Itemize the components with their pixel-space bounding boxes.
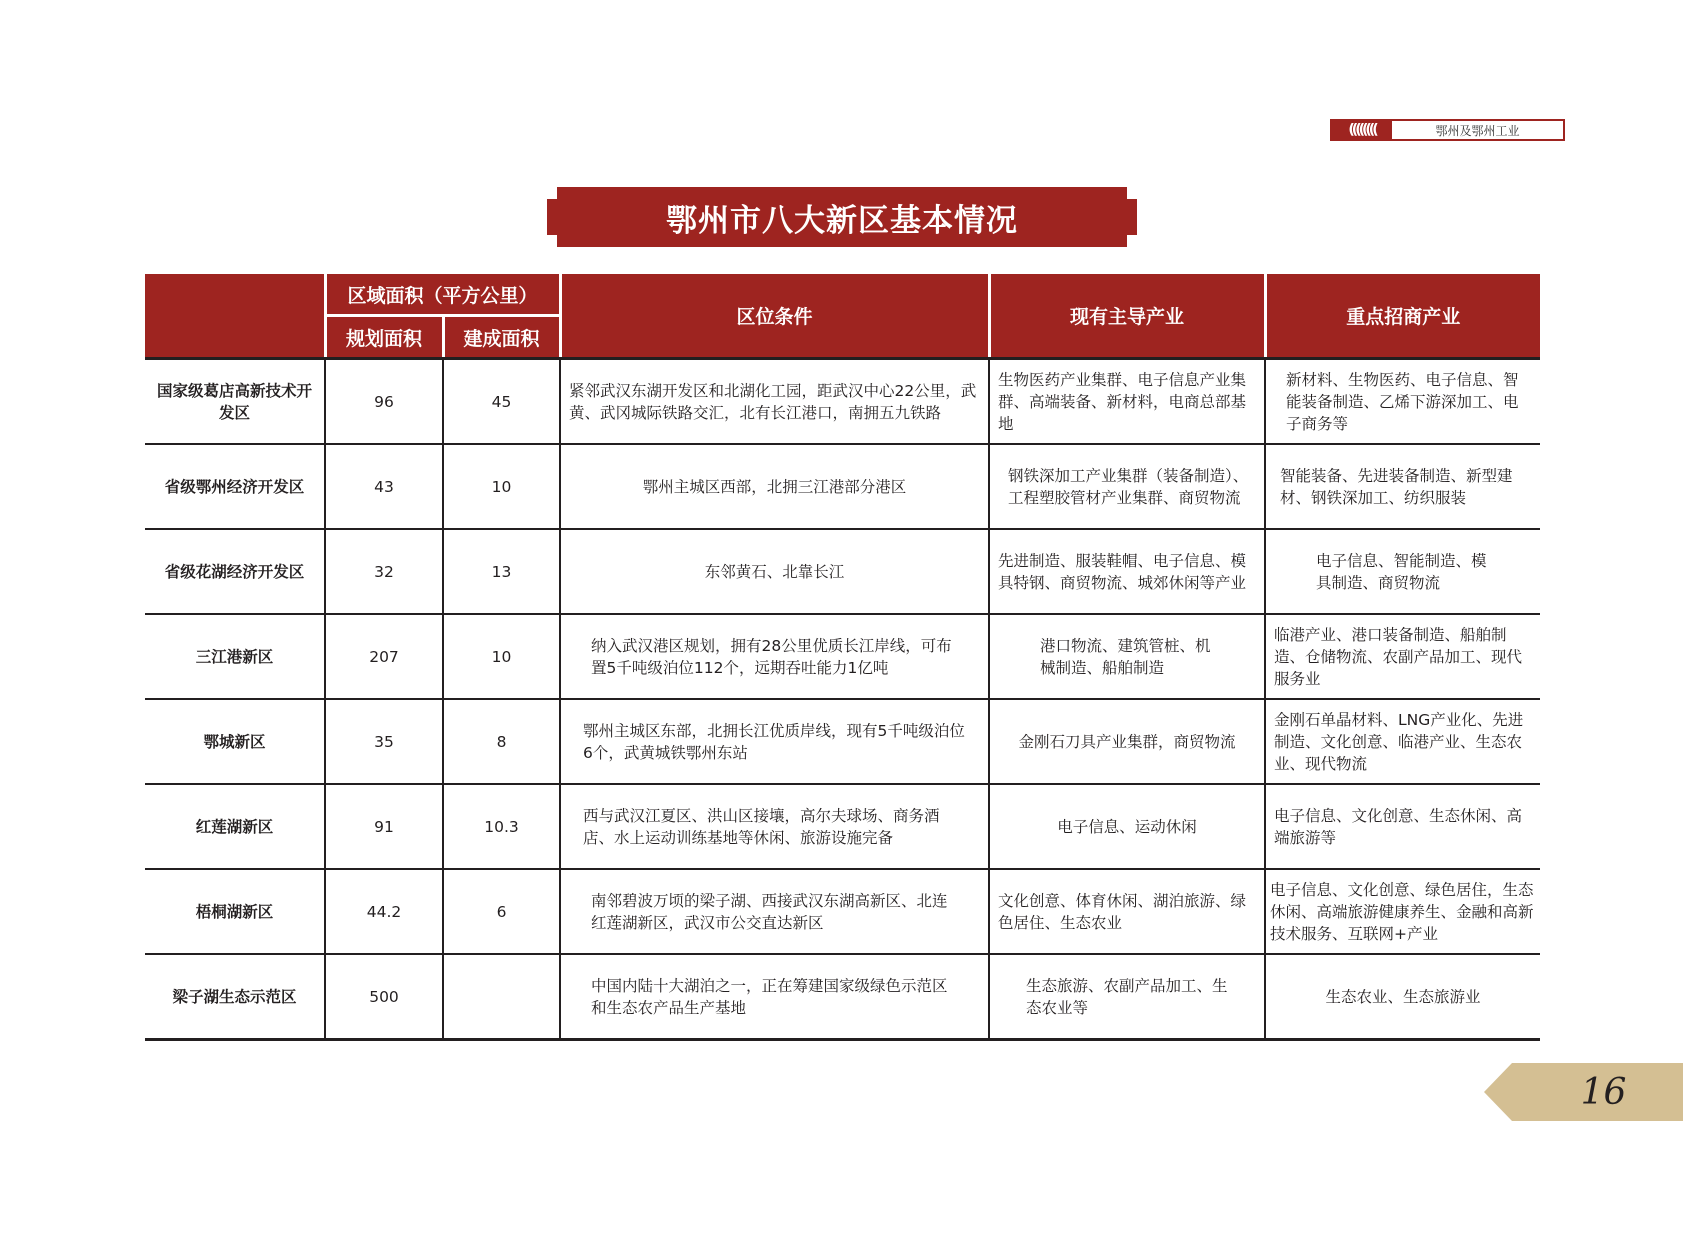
built-area: 13: [443, 529, 560, 614]
header-current-industry: 现有主导产业: [989, 274, 1265, 359]
table-row: [145, 869, 1540, 954]
title-banner: [547, 187, 1137, 247]
target-industry: 新材料、生物医药、电子信息、智能装备制造、乙烯下游深加工、电子商务等: [1265, 359, 1540, 445]
location: 鄂州主城区东部，北拥长江优质岸线，现有5千吨级泊位6个，武黄城铁鄂州东站: [560, 699, 989, 784]
target-industry: 临港产业、港口装备制造、船舶制造、仓储物流、农副产品加工、现代服务业: [1265, 614, 1540, 699]
current-industry: 钢铁深加工产业集群（装备制造）、工程塑胶管材产业集群、商贸物流: [989, 444, 1265, 529]
district-name: 鄂城新区: [145, 699, 325, 784]
header-location: 区位条件: [560, 274, 989, 359]
target-industry: 电子信息、文化创意、绿色居住，生态休闲、高端旅游健康养生、金融和高新技术服务、互联网+产业: [1265, 869, 1540, 954]
district-name: 省级鄂州经济开发区: [145, 444, 325, 529]
built-area: 8: [443, 699, 560, 784]
planned-area: 35: [325, 699, 443, 784]
built-area: 10.3: [443, 784, 560, 869]
built-area: [443, 954, 560, 1040]
table-row: [145, 444, 1540, 529]
current-industry: 先进制造、服装鞋帽、电子信息、模具特钢、商贸物流、城郊休闲等产业: [989, 529, 1265, 614]
target-industry: 金刚石单晶材料、LNG产业化、先进制造、文化创意、临港产业、生态农业、现代物流: [1265, 699, 1540, 784]
district-name: 国家级葛店高新技术开发区: [145, 359, 325, 445]
location: 中国内陆十大湖泊之一，正在筹建国家级绿色示范区和生态农产品生产基地: [560, 954, 989, 1040]
current-industry: 金刚石刀具产业集群，商贸物流: [989, 699, 1265, 784]
current-industry: 电子信息、运动休闲: [989, 784, 1265, 869]
location: 紧邻武汉东湖开发区和北湖化工园，距武汉中心22公里，武黄、武冈城际铁路交汇，北有长江港口，南拥五九铁路: [560, 359, 989, 445]
header-area-group: 区域面积（平方公里）: [325, 274, 560, 316]
header-name: [145, 274, 325, 359]
location: 西与武汉江夏区、洪山区接壤，高尔夫球场、商务酒店、水上运动训练基地等休闲、旅游设施完备: [560, 784, 989, 869]
planned-area: 91: [325, 784, 443, 869]
header-target-industry: 重点招商产业: [1265, 274, 1540, 359]
location: 南邻碧波万顷的梁子湖、西接武汉东湖高新区、北连红莲湖新区，武汉市公交直达新区: [560, 869, 989, 954]
location: 鄂州主城区西部，北拥三江港部分港区: [560, 444, 989, 529]
district-name: 三江港新区: [145, 614, 325, 699]
table-row: [145, 529, 1540, 614]
district-name: 红莲湖新区: [145, 784, 325, 869]
current-industry: 生态旅游、农副产品加工、生态农业等: [989, 954, 1265, 1040]
planned-area: 44.2: [325, 869, 443, 954]
table-row: [145, 784, 1540, 869]
current-industry: 港口物流、建筑管桩、机械制造、船舶制造: [989, 614, 1265, 699]
section-tag-label: 鄂州及鄂州工业: [1435, 123, 1520, 138]
district-name: 梁子湖生态示范区: [145, 954, 325, 1040]
location: 纳入武汉港区规划，拥有28公里优质长江岸线，可布置5千吨级泊位112个，远期吞吐能力1亿吨: [560, 614, 989, 699]
planned-area: 96: [325, 359, 443, 445]
header-planned-area: 规划面积: [325, 316, 443, 359]
table-row: [145, 614, 1540, 699]
new-districts-table: [145, 274, 1540, 1041]
table-row: [145, 954, 1540, 1040]
target-industry: 电子信息、文化创意、生态休闲、高端旅游等: [1265, 784, 1540, 869]
page-number: 16: [1580, 1071, 1627, 1113]
planned-area: 43: [325, 444, 443, 529]
built-area: 10: [443, 444, 560, 529]
table-row: [145, 359, 1540, 445]
current-industry: 文化创意、体育休闲、湖泊旅游、绿色居住、生态农业: [989, 869, 1265, 954]
planned-area: 500: [325, 954, 443, 1040]
target-industry: 生态农业、生态旅游业: [1265, 954, 1540, 1040]
chevrons-left-icon: ((((((((: [1332, 121, 1392, 139]
district-name: 梧桐湖新区: [145, 869, 325, 954]
planned-area: 207: [325, 614, 443, 699]
planned-area: 32: [325, 529, 443, 614]
page-title: 鄂州市八大新区基本情况: [666, 202, 1018, 239]
current-industry: 生物医药产业集群、电子信息产业集群、高端装备、新材料，电商总部基地: [989, 359, 1265, 445]
section-tag: [1330, 119, 1565, 141]
page-number-tab: [1484, 1063, 1683, 1121]
district-name: 省级花湖经济开发区: [145, 529, 325, 614]
built-area: 6: [443, 869, 560, 954]
target-industry: 智能装备、先进装备制造、新型建材、钢铁深加工、纺织服装: [1265, 444, 1540, 529]
location: 东邻黄石、北靠长江: [560, 529, 989, 614]
built-area: 10: [443, 614, 560, 699]
table-row: [145, 699, 1540, 784]
header-built-area: 建成面积: [443, 316, 560, 359]
target-industry: 电子信息、智能制造、模具制造、商贸物流: [1265, 529, 1540, 614]
built-area: 45: [443, 359, 560, 445]
